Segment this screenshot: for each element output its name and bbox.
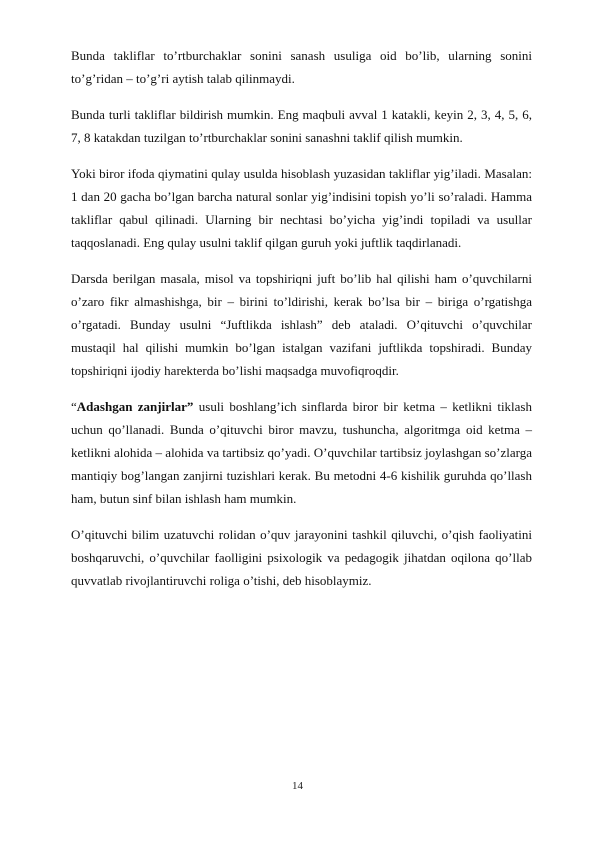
paragraph-counting-rectangles: Bunda takliflar to’rtburchaklar sonini sanash usuliga oid bo’lib, ularning sonini to’g’ridan – to’g’ri aytish talab qilinmaydi. [71, 48, 532, 86]
chain-text: usuli boshlang’ich sinflarda biror bir ketma – ketlikni tiklash uchun qo’llanadi. Bunda o’qituvchi biror mavzu, tushuncha, algoritmga oid ketma – ketlikni alohida – alohida va tartibsiz qo’yadi. O’quvchilar tartibsiz joylashgan so’zlarga mantiqiy bog’langan zanjirni tuzishlari kerak. Bu metodni 4-6 kishilik guruhda qo’llash ham, butun sinf bilan ishlash ham mumkin. [71, 399, 532, 506]
open-quote: “ [71, 399, 77, 414]
paragraph-lost-chains [71, 395, 532, 510]
document-page [71, 44, 532, 592]
bold-term: Adashgan zanjirlar” [76, 399, 194, 414]
page-number: 14 [292, 780, 303, 792]
paragraph-proposals: Bunda turli takliflar bildirish mumkin. Eng maqbuli avval 1 katakli, keyin 2, 3, 4, 5, 6, 7, 8 katakdan tuzilgan to’rtburchaklar sonini sanashni taklif qilish mumkin. [71, 107, 532, 145]
paragraph-pair-work: Darsda berilgan masala, misol va topshiriqni juft bo’lib hal qilishi ham o’quvchilarni o’zaro fikr almashishga, bir – birini to’ldirishi, kerak bo’lsa bir – biriga o’rgatishga o’rgatadi. Bunday usulni “Juftlikda ishlash” deb ataladi. O’qituvchi o’quvchilar mustaqil hal qilishi mumkin bo’lgan istalgan vazifani juftlikda topshiradi. Bunday topshiriqni ijodiy harekterda bo’lishi maqsadga muvofiqroqdir. [71, 271, 532, 378]
paragraph-teacher-role: O’qituvchi bilim uzatuvchi rolidan o’quv jarayonini tashkil qiluvchi, o’qish faoliyatini boshqaruvchi, o’quvchilar faolligini psixologik va pedagogik jihatdan oqilona qo’llab quvvatlab rivojlantiruvchi roliga o’tishi, deb hisoblaymiz. [71, 527, 532, 588]
paragraph-convenient-method: Yoki biror ifoda qiymatini qulay usulda hisoblash yuzasidan takliflar yig’iladi. Masalan: 1 dan 20 gacha bo’lgan barcha natural sonlar yig’indisini topish yo’li so’raladi. Hamma takliflar qabul qilinadi. Ularning bir nechtasi bo’yicha yig’indi topiladi va usullar taqqoslanadi. Eng qulay usulni taklif qilgan guruh yoki juftlik taqdirlanadi. [71, 166, 532, 250]
